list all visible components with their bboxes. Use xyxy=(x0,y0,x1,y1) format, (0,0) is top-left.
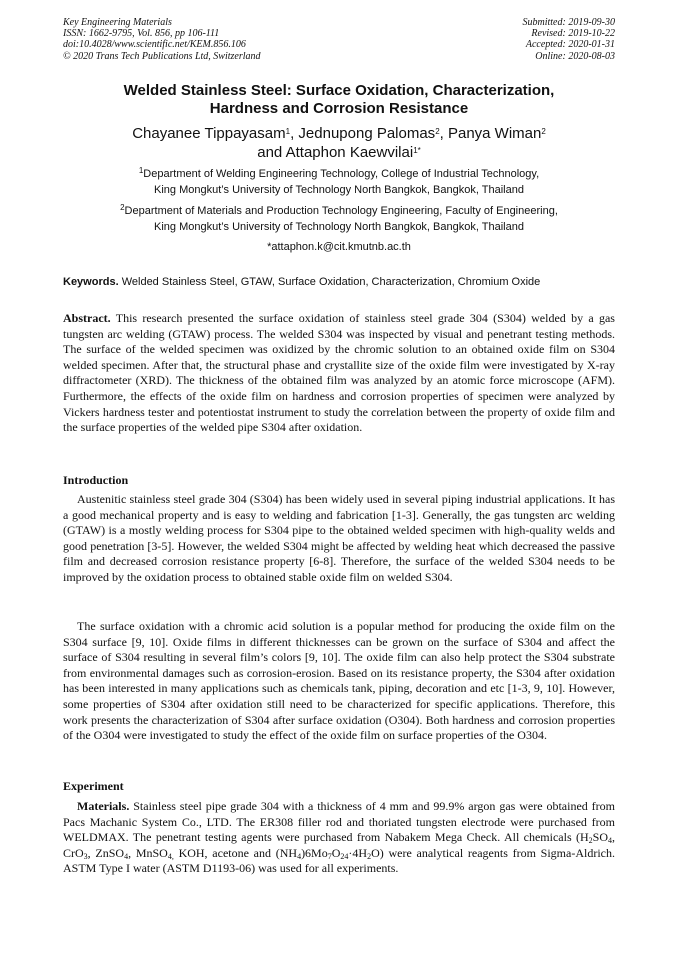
keywords-text: Welded Stainless Steel, GTAW, Surface Oxidation, Characterization, Chromium Oxide xyxy=(121,276,541,288)
author-name: Jednupong Palomas xyxy=(298,125,436,142)
subscript: 4 xyxy=(124,851,129,861)
subscript: 2 xyxy=(367,851,372,861)
subscript: 3 xyxy=(83,851,88,861)
journal-copyright: © 2020 Trans Tech Publications Ltd, Switzerland xyxy=(63,50,261,62)
materials-text: O) were analytical reagents from Sigma-Aldrich. ASTM Type I water (ASTM D1193-06) was used for all experiments. xyxy=(63,845,615,876)
affiliation-number: 1 xyxy=(138,166,144,175)
author-name: and Attaphon Kaewvilai xyxy=(257,144,414,161)
revised-date: Revised: 2019-10-22 xyxy=(531,28,615,40)
section-heading-experiment: Experiment xyxy=(63,779,124,793)
subscript: 4, xyxy=(167,851,174,861)
materials-text: Stainless steel pipe grade 304 with a thickness of 4 mm and 99.9% argon gas were obtained from Pacs Machanic System Co., LTD. The ER308 filler rod and thoriated tungsten electrode were purchased from WELDMAX. The penetrant testing agents were purchased from Nabakem Mega Check. All chemicals (H xyxy=(63,799,616,845)
journal-doi[interactable]: doi:10.4028/www.scientific.net/KEM.856.106 xyxy=(63,39,246,51)
author-name: Chayanee Tippayasam xyxy=(132,125,286,142)
formula-text: , ZnSO xyxy=(87,845,125,860)
affiliation-1 xyxy=(60,166,618,198)
abstract-text: This research presented the surface oxidation of stainless steel grade 304 (S304) welded by a gas tungsten arc welding (GTAW) process. The welded S304 was inspected by visual and penetrant testing methods. The surface of the welded specimen was oxidized by the chromic solution to an obtained oxide film on S304 welded specimen. After that, the structural phase and crystallite size of the oxide film were investigated by X-ray diffractometer (XRD). The thickness of the obtained film was analyzed by an atomic force microscope (AFM). Furthermore, the effects of the oxide film on hardness and corrosion properties of specimen were analyzed by Vickers hardness tester and potentiostat instrument to study the correlation between the property of oxide film and the surface properties of the welded pipe S304 after oxidation. xyxy=(63,311,615,435)
corresponding-email[interactable]: *attaphon.k@cit.kmutnb.ac.th xyxy=(267,241,411,253)
formula-text: ·4H xyxy=(348,845,368,860)
affiliation-2 xyxy=(60,203,618,235)
submission-dates xyxy=(523,17,616,62)
affiliation-text: King Mongkut’s University of Technology North Bangkok, Bangkok, Thailand xyxy=(154,221,524,233)
materials-label: Materials. xyxy=(77,799,130,813)
title-line-1: Welded Stainless Steel: Surface Oxidation, Characterization, xyxy=(123,82,555,99)
affiliation-number: 2 xyxy=(120,203,125,212)
formula-text: SO xyxy=(592,830,608,845)
author-affiliation-mark: 2 xyxy=(541,127,546,136)
formula-text: O xyxy=(331,845,341,860)
subscript: 2 xyxy=(588,836,593,846)
submitted-date: Submitted: 2019-09-30 xyxy=(522,17,615,28)
keywords xyxy=(63,275,623,289)
materials-paragraph xyxy=(63,799,615,877)
author-affiliation-mark: 1* xyxy=(413,146,421,155)
abstract xyxy=(63,311,615,436)
subscript: 4 xyxy=(608,836,612,846)
keywords-label: Keywords. xyxy=(63,276,119,288)
journal-name: Key Engineering Materials xyxy=(63,17,172,28)
introduction-paragraph-1: Austenitic stainless steel grade 304 (S304) has been widely used in several piping industrial applications. It has a good mechanical property and is easy to welding and fabrication [1-3]. Generally, the gas tungsten arc welding (GTAW) is a mostly welding process for S304 pipe to the obtained welded specimen with high-quality welds and good penetration [3-5]. However, the welded S304 might be affected by welding heat which decreased the passive film and decreased corrosion resistance property [6-8]. Therefore, the surface of the welded S304 needs to be improved by the oxidation process to obtained stable oxide film on welded S304. xyxy=(63,492,615,584)
author-name: Panya Wiman xyxy=(447,125,542,142)
subscript: 4 xyxy=(297,851,302,861)
section-heading-introduction: Introduction xyxy=(63,473,129,487)
journal-info xyxy=(63,17,261,62)
paper-title xyxy=(70,82,608,118)
formula-text: , CrO xyxy=(63,830,615,860)
affiliation-text: Department of Welding Engineering Technology, College of Industrial Technology, xyxy=(143,168,540,180)
accepted-date: Accepted: 2020-01-31 xyxy=(525,39,615,51)
title-line-2: Hardness and Corrosion Resistance xyxy=(209,100,469,117)
author-affiliation-mark: 2 xyxy=(435,127,440,136)
introduction-paragraph-2: The surface oxidation with a chromic acid solution is a popular method for producing the oxide film on the S304 surface [9, 10]. Oxide films in different thicknesses can be grown on the surface of S304 and affect the surface of S304 resulting in several film’s colors [9, 10]. The oxide film can also help protect the S304 substrate from environmental damages such as corrosion-erosion. Based on its resistance property, the S304 after oxidation has been interested in many applications such as chemicals tank, piping, decoration and etc [1-3, 9, 10]. However, some properties of S304 after oxidation still need to be characterized for specific applications. Therefore, this work presents the characterization of S304 after surface oxidation (O304). Both hardness and corrosion properties of the O304 were investigated to study the effect of the oxide film on surface properties of the O304. xyxy=(63,619,615,743)
formula-text: KOH, acetone and (NH xyxy=(173,845,298,860)
affiliation-text: Department of Materials and Production Technology Engineering, Faculty of Engineering, xyxy=(124,205,558,217)
author-list: Chayanee Tippayasam$^1$, Jednupong Palomas$^2$, Panya Wiman$^2$ and Attaphon Kaewvilai$^{1*}$ xyxy=(132,125,546,161)
subscript: 24 xyxy=(340,851,349,861)
online-date: Online: 2020-08-03 xyxy=(535,50,615,62)
author-affiliation-mark: 1 xyxy=(285,127,291,136)
affiliation-text: King Mongkut’s University of Technology North Bangkok, Bangkok, Thailand xyxy=(154,184,524,196)
abstract-label: Abstract. xyxy=(63,311,111,325)
formula-text: , MnSO xyxy=(128,845,168,860)
formula-text: )6Mo xyxy=(301,845,328,860)
subscript: 7 xyxy=(327,851,332,861)
journal-issn: ISSN: 1662-9795, Vol. 856, pp 106-111 xyxy=(63,28,220,40)
